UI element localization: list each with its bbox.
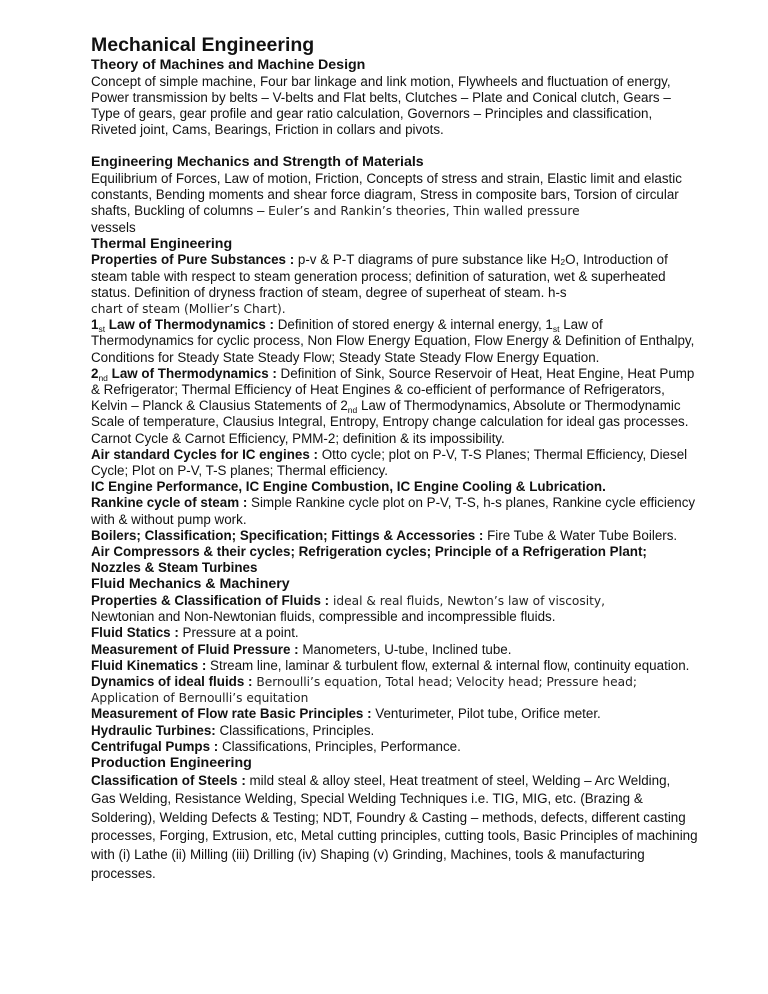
meas-label: Measurement of Fluid Pressure : bbox=[91, 641, 299, 657]
fluid-prop-text: Newtonian and Non-Newtonian fluids, compressible and incompressible fluids. bbox=[91, 609, 556, 625]
steel-label: Classification of Steels : bbox=[91, 772, 246, 788]
law2-sup: nd bbox=[98, 372, 108, 383]
paragraph-boilers bbox=[91, 528, 698, 544]
paragraph-rankine bbox=[91, 495, 698, 527]
boiler-text: Fire Tube & Water Tube Boilers. bbox=[483, 527, 678, 543]
paragraph-fluid-pressure bbox=[91, 642, 698, 658]
section-heading-em: Engineering Mechanics and Strength of Materials bbox=[91, 154, 424, 171]
dyn-label: Dynamics of ideal fluids : bbox=[91, 674, 253, 690]
statics-label: Fluid Statics : bbox=[91, 625, 179, 641]
paragraph-air-compressors: Air Compressors & their cycles; Refrigeration cycles; Principle of a Refrigeration Plant; Nozzles & Steam Turbines bbox=[91, 544, 647, 576]
paragraph-hydraulic-turbines bbox=[91, 723, 698, 739]
paragraph-pure-substances bbox=[91, 252, 698, 317]
air-text: Otto cycle; plot on P-V, T-S Planes; Thermal Efficiency, Diesel Cycle; Plot on P-V, T-S planes; Thermal efficiency. bbox=[91, 446, 688, 479]
rankine-text: Simple Rankine cycle plot on P-V, T-S, h-s planes, Rankine cycle efficiency with & without pump work. bbox=[91, 495, 696, 527]
boiler-label: Boilers; Classification; Specification; Fittings & Accessories : bbox=[91, 527, 484, 543]
paragraph-air-standard bbox=[91, 447, 698, 479]
meas-text: Manometers, U-tube, Inclined tube. bbox=[298, 641, 512, 657]
kin-text: Stream line, laminar & turbulent flow, external & internal flow, continuity equation. bbox=[206, 657, 690, 673]
pure-sub: 2 bbox=[560, 257, 566, 268]
law2-label: Law of Thermodynamics : bbox=[107, 365, 277, 381]
pure-label: Properties of Pure Substances : bbox=[91, 252, 295, 268]
pure-text-light: chart of steam (Mollier’s Chart). bbox=[91, 302, 286, 317]
section-heading-fluid: Fluid Mechanics & Machinery bbox=[91, 576, 290, 593]
em-text-light: Euler’s and Rankin’s theories, Thin walled pressure bbox=[268, 204, 580, 219]
pure-text-a: p-v & P-T diagrams of pure substance like H bbox=[294, 252, 561, 268]
paragraph-second-law bbox=[91, 366, 698, 447]
rankine-label: Rankine cycle of steam : bbox=[91, 495, 248, 511]
law1-text-b: Law of Thermodynamics for cyclic process, Non Flow Energy Equation, Flow Energy & Definition of Enthalpy, Conditions for Steady State Steady Flow; Steady State Steady Flow Energy Equation. bbox=[91, 317, 695, 365]
flow-text: Venturimeter, Pilot tube, Orifice meter. bbox=[371, 706, 601, 722]
paragraph-steels bbox=[91, 772, 698, 884]
law2-text-a: Definition of Sink, Source Reservoir of Heat, Heat Engine, Heat Pump & Refrigerator; Thermal Efficiency of Heat Engines & co-efficient of performance of Refrigerators, Kelvin – Planck & Clausius Statements of 2 bbox=[91, 365, 695, 414]
law1-sup: st bbox=[98, 324, 106, 335]
em-text: Equilibrium of Forces, Law of motion, Friction, Concepts of stress and strain, Elastic limit and elastic constants, Bending moments and shear force diagram, Stress in composite bars, Torsion of circular shafts, Buckling of columns – bbox=[91, 171, 682, 219]
pure-text-b: O, Introduction of steam table with respect to steam generation process; definition of saturation, wet & superheated status. Definition of dryness fraction of steam, degree of superheat of steam. h-s bbox=[91, 252, 668, 300]
section-heading-thermal: Thermal Engineering bbox=[91, 235, 233, 252]
kin-label: Fluid Kinematics : bbox=[91, 657, 207, 673]
steel-text: mild steal & alloy steel, Heat treatment of steel, Welding – Arc Welding, Gas Welding, Resistance Welding, Special Welding Techniques i.e. TIG, MIG, etc. (Brazing & Soldering), Welding Defects & Testing; NDT, Foundry & Casting – methods, defects, different casting processes, Forging, Extrusion, etc, Metal cutting principles, cutting tools, Basic Principles of machining with (i) Lathe (ii) Milling (iii) Drilling (iv) Shaping (v) Grinding, Machines, tools & manufacturing processes. bbox=[91, 772, 698, 881]
air-label: Air standard Cycles for IC engines : bbox=[91, 446, 318, 462]
paragraph-tom: Concept of simple machine, Four bar linkage and link motion, Flywheels and fluctuation of energy, Power transmission by belts – V-belts and Flat belts, Clutches – Plate and Conical clutch, Gears – Type of gears, gear profile and gear ratio calculation, Governors – Principles and classification, Riveted joint, Cams, Bearings, Friction in collars and pivots. bbox=[91, 73, 671, 138]
law1-num: 1 bbox=[91, 317, 99, 333]
section-heading-production: Production Engineering bbox=[91, 755, 252, 772]
law1-text-a: Definition of stored energy & internal energy, 1 bbox=[273, 317, 553, 333]
em-text-end: vessels bbox=[91, 219, 136, 235]
law2-num: 2 bbox=[91, 365, 99, 381]
paragraph-fluid-kinematics bbox=[91, 658, 698, 674]
paragraph-em bbox=[91, 171, 698, 236]
law1-text-sup: st bbox=[552, 324, 560, 335]
paragraph-flow-rate bbox=[91, 706, 698, 722]
spacer bbox=[91, 138, 698, 154]
dyn-light: Bernoulli’s equation, Total head; Velocity head; Pressure head; Application of Bernoulli’s equitation bbox=[91, 675, 637, 706]
flow-label: Measurement of Flow rate Basic Principles : bbox=[91, 706, 372, 722]
statics-text: Pressure at a point. bbox=[178, 625, 299, 641]
paragraph-centrifugal-pumps bbox=[91, 739, 698, 755]
law2-text-b: Law of Thermodynamics, Absolute or Thermodynamic Scale of temperature, Clausius Integral, Entropy, Entropy change calculation for ideal gas processes. Carnot Cycle & Carnot Efficiency, PMM-2; definition & its impossibility. bbox=[91, 398, 689, 446]
section-heading-tom: Theory of Machines and Machine Design bbox=[91, 57, 366, 73]
paragraph-fluid-dynamics bbox=[91, 674, 698, 706]
document-title: Mechanical Engineering bbox=[91, 34, 315, 56]
fluid-prop-light: ideal & real fluids, Newton’s law of viscosity, bbox=[329, 594, 605, 609]
pump-text: Classifications, Principles, Performance. bbox=[218, 738, 461, 754]
paragraph-fluid-properties bbox=[91, 593, 698, 625]
fluid-prop-label: Properties & Classification of Fluids : bbox=[91, 593, 330, 609]
law1-label: Law of Thermodynamics : bbox=[105, 317, 274, 333]
hyd-label: Hydraulic Turbines: bbox=[91, 722, 216, 738]
paragraph-fluid-statics bbox=[91, 625, 698, 641]
law2-text-sup: nd bbox=[347, 405, 358, 416]
paragraph-ic-engine: IC Engine Performance, IC Engine Combustion, IC Engine Cooling & Lubrication. bbox=[91, 479, 606, 495]
hyd-text: Classifications, Principles. bbox=[215, 722, 375, 738]
paragraph-first-law bbox=[91, 317, 698, 366]
pump-label: Centrifugal Pumps : bbox=[91, 738, 219, 754]
